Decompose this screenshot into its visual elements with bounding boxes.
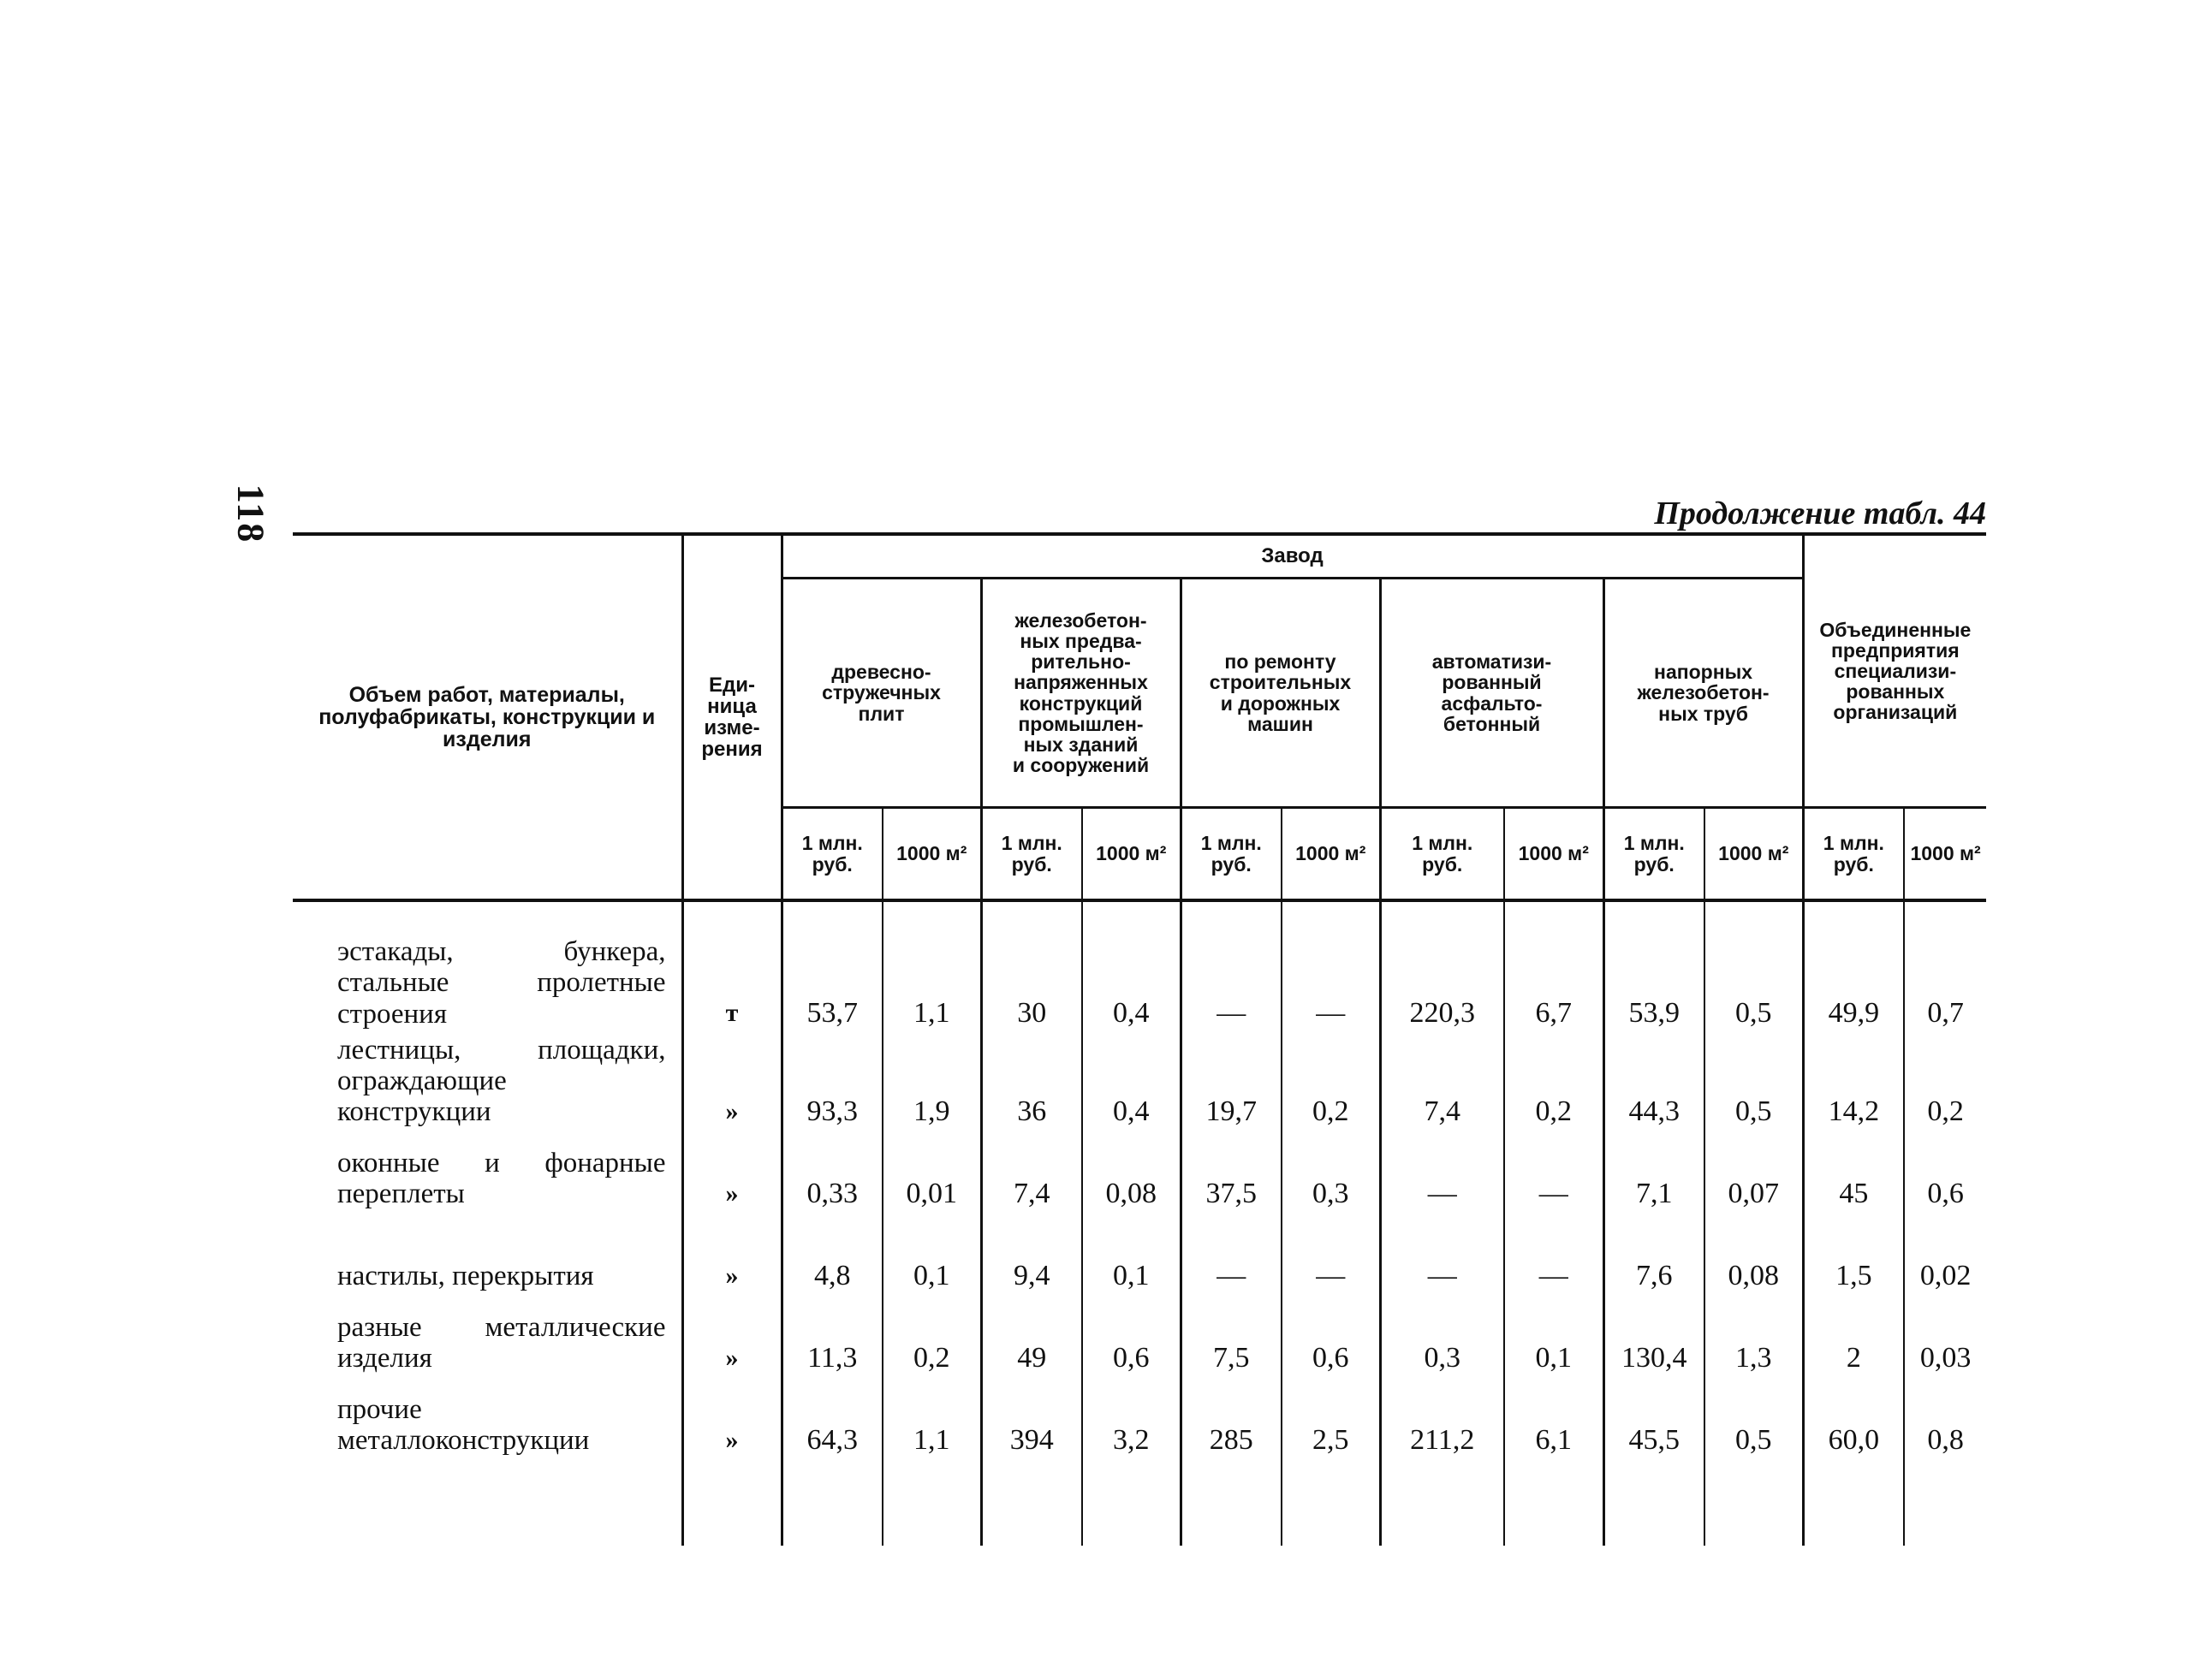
- cell-value: 14,2: [1803, 1035, 1904, 1133]
- cell-value: 0,4: [1082, 1035, 1181, 1133]
- unit-mln-rub: 1 млн. руб.: [981, 808, 1082, 901]
- cell-value: 211,2: [1380, 1380, 1504, 1462]
- cell-value: —: [1282, 900, 1380, 1035]
- unit-1000-m2: 1000 м²: [1282, 808, 1380, 901]
- cell-value: 7,1: [1603, 1133, 1704, 1215]
- page-number: 118: [229, 484, 272, 544]
- cell-value: 0,3: [1282, 1133, 1380, 1215]
- cell-value: 44,3: [1603, 1035, 1704, 1133]
- row-name: лестницы, площадки, ограждающие конструкции: [293, 1035, 682, 1133]
- cell-value: 9,4: [981, 1215, 1082, 1297]
- cell-value: 19,7: [1181, 1035, 1282, 1133]
- header-group-4: автоматизи- рованный асфальто- бетонный: [1380, 579, 1603, 808]
- cell-value: —: [1380, 1133, 1504, 1215]
- cell-value: —: [1282, 1215, 1380, 1297]
- cell-value: 3,2: [1082, 1380, 1181, 1462]
- table-row: [293, 1215, 1986, 1297]
- row-unit: »: [682, 1380, 782, 1462]
- empty-cell: [1904, 1462, 1986, 1546]
- unit-mln-rub: 1 млн. руб.: [1380, 808, 1504, 901]
- cell-value: 0,1: [883, 1215, 981, 1297]
- unit-mln-rub: 1 млн. руб.: [1181, 808, 1282, 901]
- row-name: оконные и фонарные переплеты: [293, 1133, 682, 1215]
- cell-value: 394: [981, 1380, 1082, 1462]
- header-group-zavod: Завод: [782, 534, 1803, 579]
- unit-1000-m2: 1000 м²: [1082, 808, 1181, 901]
- empty-cell: [682, 1462, 782, 1546]
- cell-value: 1,9: [883, 1035, 981, 1133]
- cell-value: 0,8: [1927, 1423, 1964, 1456]
- table-row: [293, 900, 1986, 1035]
- header-name: Объем работ, материалы, полуфабрикаты, конструкции и изделия: [293, 534, 682, 900]
- row-name: эстакады, бункера, стальные пролетные строения: [293, 900, 682, 1035]
- unit-1000-m2: 1000 м²: [1904, 808, 1986, 901]
- table-row: [293, 1133, 1986, 1215]
- cell-value: 0,5: [1704, 900, 1803, 1035]
- cell-value: 0,2: [1282, 1035, 1380, 1133]
- empty-cell: [1603, 1462, 1704, 1546]
- cell-value: 1,5: [1803, 1215, 1904, 1297]
- cell-value: 4,8: [782, 1215, 883, 1297]
- empty-cell: [1181, 1462, 1282, 1546]
- header-group-2: железобетон- ных предва- рительно- напряженных конструкций промышлен- ных зданий и сооружений: [981, 579, 1181, 808]
- cell-value: 45: [1803, 1133, 1904, 1215]
- cell-value: 130,4: [1603, 1297, 1704, 1380]
- cell-value: 60,0: [1803, 1380, 1904, 1462]
- cell-value: 285: [1181, 1380, 1282, 1462]
- header-group-5: напорных железобетон- ных труб: [1603, 579, 1803, 808]
- unit-1000-m2: 1000 м²: [1504, 808, 1603, 901]
- cell-value: 0,2: [1504, 1035, 1603, 1133]
- cell-value: 49: [981, 1297, 1082, 1380]
- cell-value: —: [1504, 1133, 1603, 1215]
- unit-mln-rub: 1 млн. руб.: [782, 808, 883, 901]
- cell-value: 7,6: [1603, 1215, 1704, 1297]
- empty-cell: [1380, 1462, 1504, 1546]
- table-container: [293, 532, 1986, 1546]
- cell-value: 1,1: [883, 900, 981, 1035]
- cell-value: 220,3: [1380, 900, 1504, 1035]
- empty-cell: [883, 1462, 981, 1546]
- table-row: [293, 1297, 1986, 1380]
- cell-value: 1,1: [883, 1380, 981, 1462]
- cell-value: 0,33: [782, 1133, 883, 1215]
- row-unit: »: [682, 1297, 782, 1380]
- table-header: [293, 534, 1986, 900]
- cell-value: 0,6: [1282, 1297, 1380, 1380]
- empty-cell: [782, 1462, 883, 1546]
- cell-value: 0,03: [1919, 1341, 1972, 1374]
- cell-value: 0,5: [1704, 1035, 1803, 1133]
- cell-value: 0,7: [1927, 996, 1964, 1029]
- row-unit: »: [682, 1035, 782, 1133]
- cell-value: 0,2: [883, 1297, 981, 1380]
- empty-cell: [1803, 1462, 1904, 1546]
- row-name: настилы, перекрытия: [293, 1215, 682, 1297]
- cell-value: 7,4: [981, 1133, 1082, 1215]
- cell-value: 0,6: [1927, 1177, 1964, 1209]
- empty-cell: [293, 1462, 682, 1546]
- unit-1000-m2: 1000 м²: [883, 808, 981, 901]
- cell-value: 0,1: [1504, 1297, 1603, 1380]
- cell-value: —: [1504, 1215, 1603, 1297]
- empty-cell: [1082, 1462, 1181, 1546]
- row-unit: т: [682, 900, 782, 1035]
- row-unit: »: [682, 1215, 782, 1297]
- empty-cell: [981, 1462, 1082, 1546]
- cell-value: 45,5: [1603, 1380, 1704, 1462]
- table-caption: Продолжение табл. 44: [1654, 496, 1986, 531]
- cell-value: 1,3: [1704, 1297, 1803, 1380]
- cell-value: 0,4: [1082, 900, 1181, 1035]
- header-group-3: по ремонту строительных и дорожных машин: [1181, 579, 1380, 808]
- cell-value: 6,1: [1504, 1380, 1603, 1462]
- cell-value: 0,07: [1704, 1133, 1803, 1215]
- cell-value: 11,3: [782, 1297, 883, 1380]
- cell-value: 36: [981, 1035, 1082, 1133]
- cell-value: 0,3: [1380, 1297, 1504, 1380]
- empty-cell: [1704, 1462, 1803, 1546]
- cell-value: 64,3: [782, 1380, 883, 1462]
- cell-value: 0,08: [1082, 1133, 1181, 1215]
- header-group-1: древесно- стружечных плит: [782, 579, 981, 808]
- cell-value: 0,1: [1082, 1215, 1181, 1297]
- cell-value: 0,08: [1704, 1215, 1803, 1297]
- header-orgs: Объединенные предприятия специализи- рованных организаций: [1803, 534, 1986, 808]
- cell-value: 0,02: [1919, 1259, 1972, 1291]
- empty-cell: [1282, 1462, 1380, 1546]
- table-row: [293, 1380, 1986, 1462]
- cell-value: —: [1181, 1215, 1282, 1297]
- unit-mln-rub: 1 млн. руб.: [1803, 808, 1904, 901]
- cell-value: 0,5: [1704, 1380, 1803, 1462]
- cell-value: 0,01: [883, 1133, 981, 1215]
- cell-value: 37,5: [1181, 1133, 1282, 1215]
- cell-value: 0,2: [1927, 1095, 1964, 1127]
- cell-value: 0,6: [1082, 1297, 1181, 1380]
- table-body: [293, 900, 1986, 1546]
- unit-mln-rub: 1 млн. руб.: [1603, 808, 1704, 901]
- cell-value: —: [1181, 900, 1282, 1035]
- unit-1000-m2: 1000 м²: [1704, 808, 1803, 901]
- row-unit: »: [682, 1133, 782, 1215]
- cell-value: —: [1380, 1215, 1504, 1297]
- cell-value: 30: [981, 900, 1082, 1035]
- row-name: прочие металлоконструкции: [293, 1380, 682, 1462]
- cell-value: 49,9: [1803, 900, 1904, 1035]
- cell-value: 93,3: [782, 1035, 883, 1133]
- cell-value: 7,5: [1181, 1297, 1282, 1380]
- empty-cell: [1504, 1462, 1603, 1546]
- cell-value: 2,5: [1282, 1380, 1380, 1462]
- table-filler-row: [293, 1462, 1986, 1546]
- table-row: [293, 1035, 1986, 1133]
- cell-value: 53,7: [782, 900, 883, 1035]
- cell-value: 6,7: [1504, 900, 1603, 1035]
- cell-value: 2: [1803, 1297, 1904, 1380]
- data-table: [293, 532, 1986, 1546]
- cell-value: 53,9: [1603, 900, 1704, 1035]
- row-name: разные металлические изделия: [293, 1297, 682, 1380]
- header-unit: Еди- ница изме- рения: [682, 534, 782, 900]
- cell-value: 7,4: [1380, 1035, 1504, 1133]
